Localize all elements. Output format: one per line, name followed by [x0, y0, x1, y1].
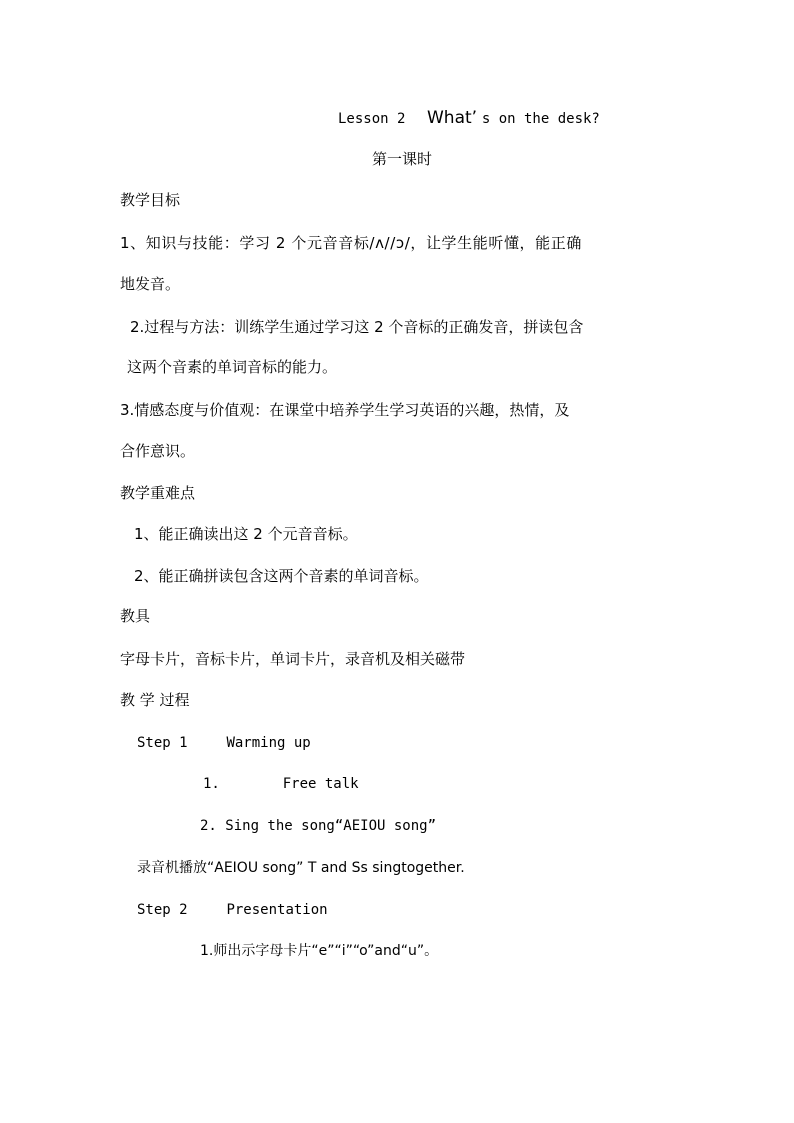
- lesson-title: [338, 108, 600, 129]
- step-2-label: Step 2: [137, 902, 188, 918]
- process-heading: 教 学 过程: [120, 691, 190, 709]
- objective-1-line-1: 1、知识与技能：学习 2 个元音音标/ʌ//ɔ/，让学生能听懂，能正确: [120, 234, 582, 252]
- difficulty-item-2: 2、能正确拼读包含这两个音素的单词音标。: [134, 567, 429, 585]
- objective-3-line-2: 合作意识。: [120, 442, 196, 460]
- item-1-number: 1.: [203, 776, 220, 792]
- step-1-item-2: 2. Sing the song“AEIOU song”: [200, 818, 437, 834]
- objectives-heading: 教学目标: [120, 191, 181, 209]
- step-2-item-1: 1.师出示字母卡片“e”“i”“o”and“u”。: [200, 943, 439, 959]
- step-1-title: Warming up: [226, 735, 311, 751]
- objective-2-line-1: 2.过程与方法：训练学生通过学习这 2 个音标的正确发音，拼读包含: [130, 318, 584, 336]
- subtitle: 第一课时: [372, 150, 433, 168]
- step-1: [137, 733, 311, 753]
- objective-2-line-2: 这两个音素的单词音标的能力。: [127, 358, 338, 376]
- tools-list: 字母卡片，音标卡片，单词卡片，录音机及相关磁带: [120, 650, 466, 668]
- recorder-line: 录音机播放“AEIOU song” T and Ss singtogether.: [137, 860, 465, 876]
- objective-3-line-1: 3.情感态度与价值观：在课堂中培养学生学习英语的兴趣，热情，及: [120, 401, 570, 419]
- difficulty-heading: 教学重难点: [120, 484, 196, 502]
- step-2: [137, 900, 328, 920]
- tools-heading: 教具: [120, 607, 151, 625]
- title-question: What’: [427, 108, 478, 128]
- step-1-item-1: [203, 774, 359, 794]
- title-lesson: Lesson 2: [338, 111, 406, 127]
- difficulty-item-1: 1、能正确读出这 2 个元音音标。: [134, 525, 358, 543]
- step-2-title: Presentation: [226, 902, 328, 918]
- title-rest: s on the desk?: [481, 111, 600, 127]
- objective-1-line-2: 地发音。: [120, 275, 181, 293]
- item-1-text: Free talk: [282, 776, 359, 792]
- step-1-label: Step 1: [137, 735, 188, 751]
